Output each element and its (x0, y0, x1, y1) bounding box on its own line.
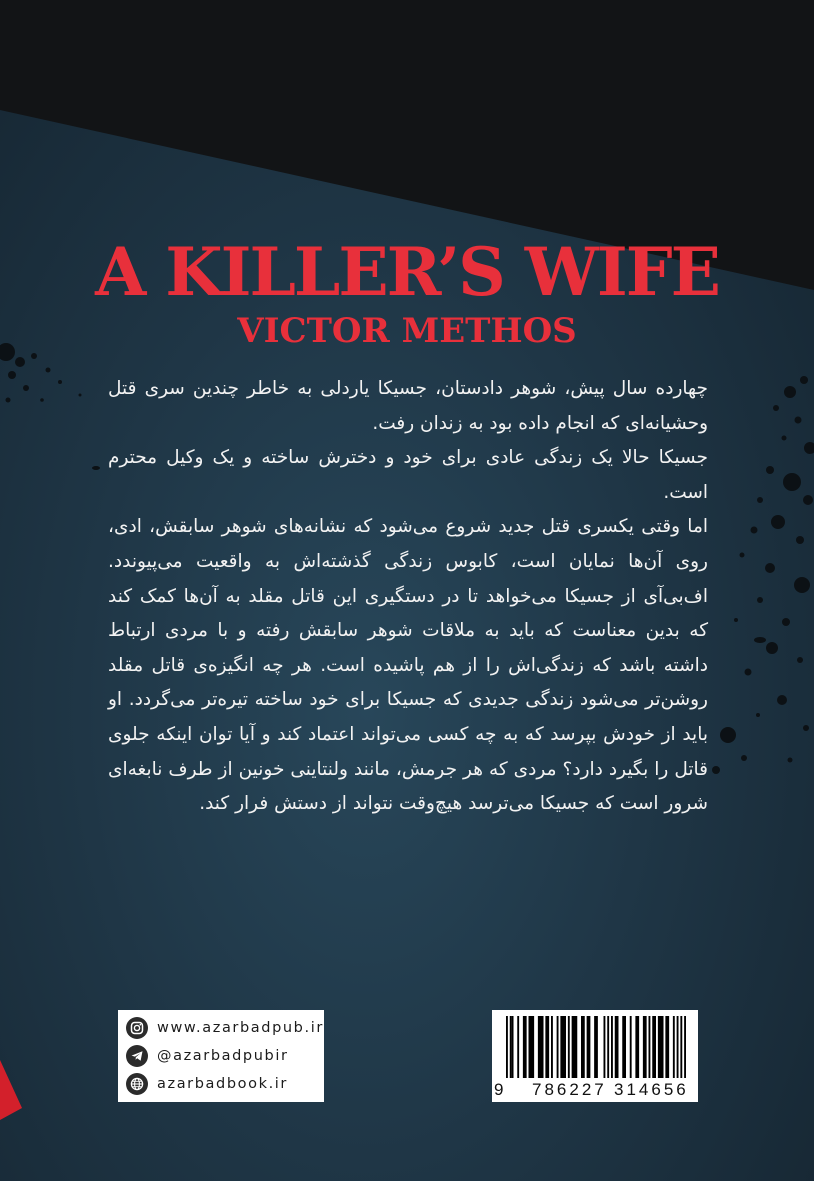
barcode-bar (673, 1016, 675, 1078)
barcode-bar (517, 1016, 519, 1078)
contact-text-website: www.azarbadpub.ir (157, 1020, 324, 1036)
barcode-bar (510, 1016, 512, 1078)
contact-row-telegram[interactable] (126, 1044, 289, 1068)
instagram-icon (126, 1017, 148, 1039)
synopsis-paragraph-1: چهارده سال پیش، شوهر دادستان، جسیکا یاردلی به خاطر چندین سری قتل وحشیانه‌ای که انجام داده بود به زندان رفت. (108, 378, 708, 434)
synopsis-paragraph-2: جسیکا حالا یک زندگی عادی برای خود و دخترش ساخته و یک وکیل محترم است. (108, 447, 708, 503)
barcode-bars (506, 1016, 686, 1084)
barcode-bar (560, 1016, 566, 1078)
barcode-bar (622, 1016, 626, 1078)
barcode-bar (572, 1016, 578, 1078)
barcode-bar (506, 1016, 508, 1078)
red-edge-shape (0, 1060, 30, 1120)
barcode-bar (545, 1016, 549, 1078)
barcode-bar (607, 1016, 609, 1078)
isbn-barcode (492, 1010, 698, 1102)
barcode-bar (581, 1016, 585, 1078)
barcode-bar (658, 1016, 664, 1078)
barcode-bar (630, 1016, 632, 1078)
contact-text-web: azarbadbook.ir (157, 1076, 288, 1092)
barcode-bar (680, 1016, 682, 1078)
barcode-bar (512, 1016, 514, 1078)
barcode-bar (649, 1016, 651, 1078)
barcode-bar (523, 1016, 527, 1078)
book-author: VICTOR METHOS (237, 311, 577, 351)
telegram-icon (126, 1045, 148, 1067)
barcode-bar (615, 1016, 619, 1078)
contact-row-web[interactable] (126, 1072, 288, 1096)
synopsis-paragraph-3: اما وقتی یکسری قتل جدید شروع می‌شود که نشانه‌های شوهر سابقش، ادی، روی آن‌ها نمایان است، کابوس زندگی گذشته‌اش به واقعیت می‌پیوندد. اف‌بی‌آی از جسیکا می‌خواهد تا در دستگیری این قاتل مقلد به آن‌ها کمک کند که بدین معناست که باید به ملاقات شوهر سابقش رفته و با مردی ارتباط داشته باشد که زندگی‌اش را از هم پاشیده است. هر چه انگیزه‌ی قاتل مقلد روشن‌تر می‌شود زندگی جدیدی که جسیکا برای خود ساخته تیره‌تر می‌گردد. او باید از خودش بپرسد که به چه کسی می‌تواند اعتماد کند و آیا توان اینکه جلوی قاتل را بگیرد دارد؟ مردی که هر جرمش، مانند ولنتاینی خونین از طرف نابغه‌ای شرور است که جسیکا می‌ترسد هیچ‌وقت نتواند از دستش فرار کند. (108, 516, 708, 815)
isbn-group-1: 786227 (532, 1080, 607, 1099)
isbn-group-2: 314656 (614, 1080, 689, 1099)
contact-text-telegram: @azarbadpubir (157, 1048, 289, 1064)
barcode-bar (677, 1016, 679, 1078)
barcode-bar (611, 1016, 613, 1078)
barcode-bar (643, 1016, 647, 1078)
barcode-bar (635, 1016, 639, 1078)
barcode-bar (587, 1016, 591, 1078)
book-synopsis (108, 372, 708, 822)
isbn-number (492, 1080, 698, 1100)
barcode-bar (538, 1016, 544, 1078)
contact-row-website[interactable] (126, 1016, 324, 1040)
barcode-bar (551, 1016, 553, 1078)
barcode-bar (568, 1016, 570, 1078)
barcode-bar (652, 1016, 656, 1078)
barcode-bar (557, 1016, 559, 1078)
publisher-contact-box (118, 1010, 324, 1102)
barcode-bar (604, 1016, 606, 1078)
globe-icon (126, 1073, 148, 1095)
barcode-bar (665, 1016, 669, 1078)
barcode-bar (594, 1016, 598, 1078)
barcode-bar (529, 1016, 535, 1078)
book-title: A KILLER’S WIFE (95, 233, 719, 311)
barcode-bar (684, 1016, 686, 1078)
isbn-lead-digit: 9 (494, 1080, 504, 1099)
